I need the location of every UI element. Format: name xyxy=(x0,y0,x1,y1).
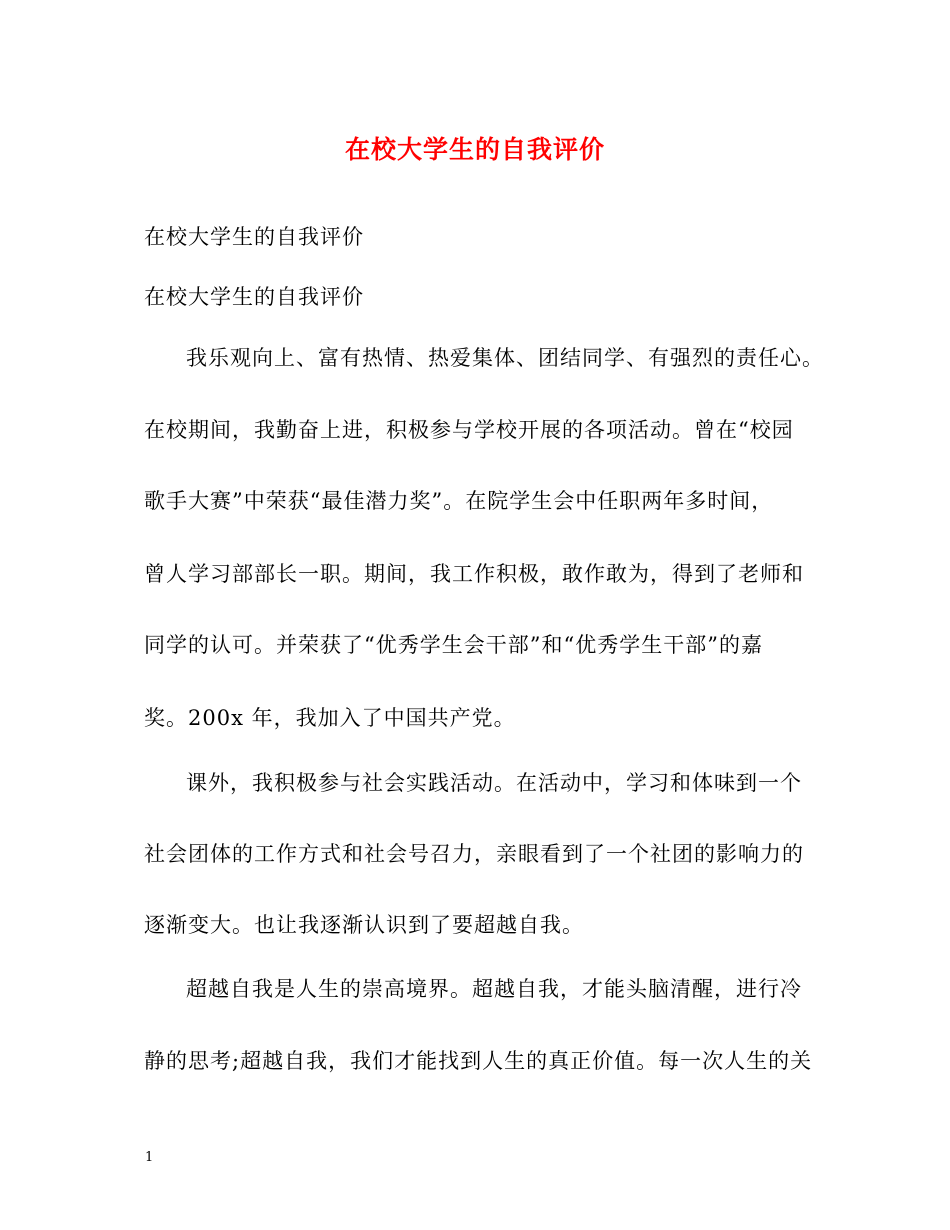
subtitle-line-2: 在校大学生的自我评价 xyxy=(144,285,364,309)
subtitle-line-1: 在校大学生的自我评价 xyxy=(144,225,364,249)
paragraph-1-line-5: 同学的认可。并荣获了“优秀学生会干部”和“优秀学生干部”的嘉 xyxy=(144,633,763,657)
paragraph-1-line-6: 奖。200x 年，我加入了中国共产党。 xyxy=(144,706,516,730)
page-number: 1 xyxy=(145,1150,154,1165)
paragraph-1-line-4: 曾人学习部部长一职。期间，我工作积极，敢作敢为，得到了老师和 xyxy=(144,562,804,586)
paragraph-2-line-1: 课外，我积极参与社会实践活动。在活动中，学习和体味到一个 xyxy=(186,771,802,795)
paragraph-2-line-2: 社会团体的工作方式和社会号召力，亲眼看到了一个社团的影响力的 xyxy=(144,842,804,866)
document-title: 在校大学生的自我评价 xyxy=(344,135,605,164)
paragraph-1-line-2: 在校期间，我勤奋上进，积极参与学校开展的各项活动。曾在“校园 xyxy=(144,418,794,442)
paragraph-3-line-2: 静的思考;超越自我，我们才能找到人生的真正价值。每一次人生的关 xyxy=(144,1049,813,1073)
paragraph-3-line-1: 超越自我是人生的崇高境界。超越自我，才能头脑清醒，进行冷 xyxy=(186,977,802,1001)
paragraph-1-line-1: 我乐观向上、富有热情、热爱集体、团结同学、有强烈的责任心。 xyxy=(186,346,824,370)
paragraph-1-line-3: 歌手大赛”中荣获“最佳潜力奖”。在院学生会中任职两年多时间， xyxy=(144,489,774,513)
paragraph-2-line-3: 逐渐变大。也让我逐渐认识到了要超越自我。 xyxy=(144,913,584,937)
